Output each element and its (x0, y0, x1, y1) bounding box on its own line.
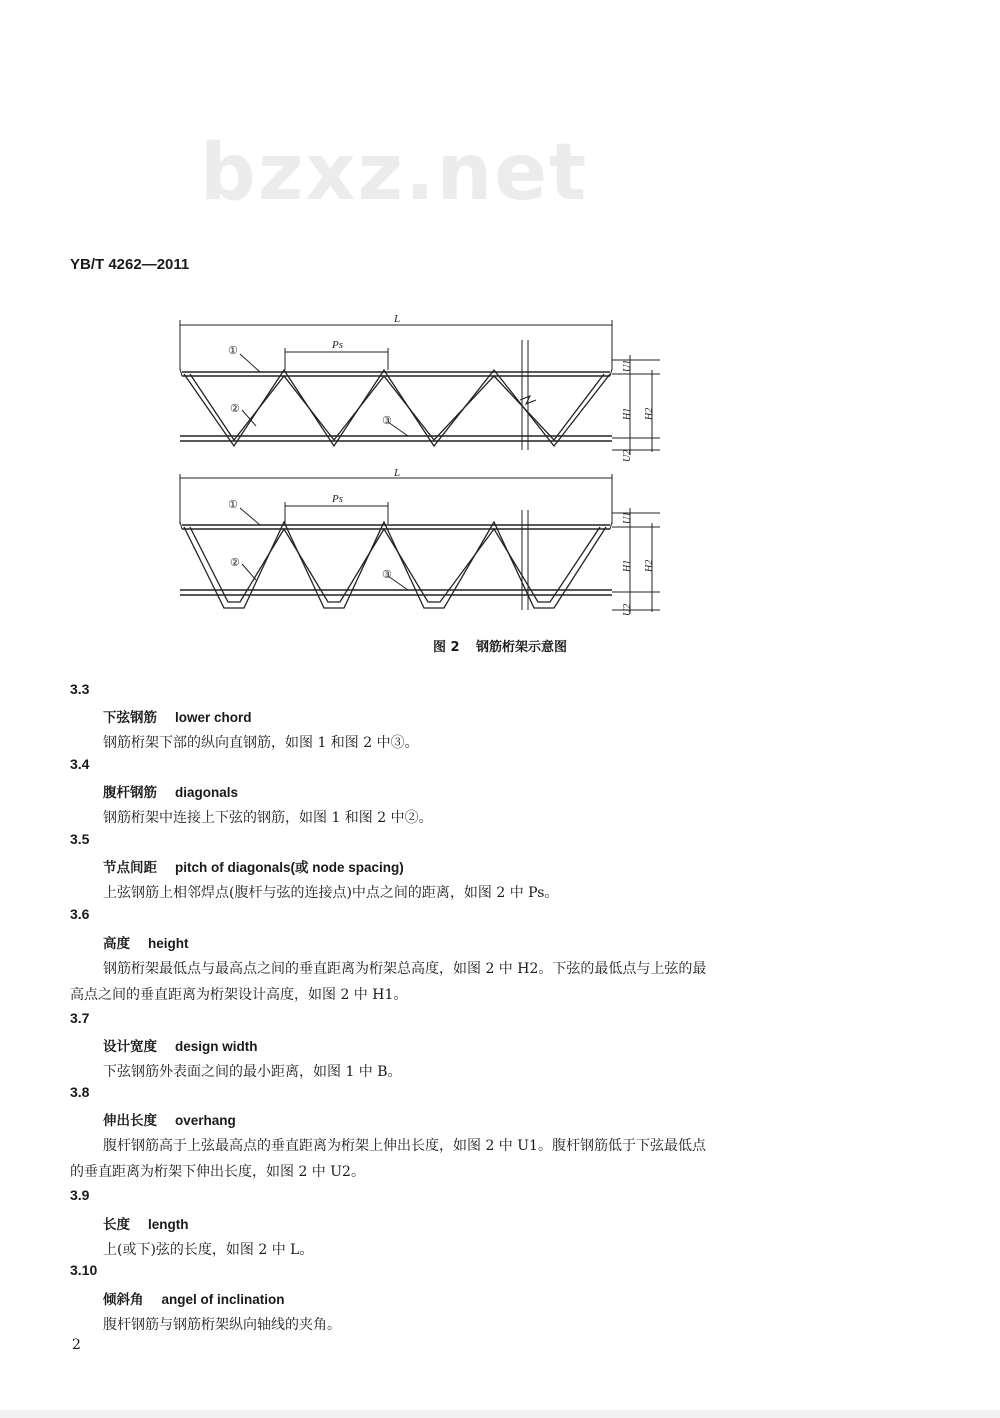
figure-number: 图 2 (432, 640, 460, 655)
dim-L-bottom: L (394, 467, 401, 479)
dim-U1-top: U1 (622, 359, 633, 372)
dim-U2-top: U2 (622, 449, 633, 462)
section-term: 伸出长度 overhang (103, 1113, 236, 1129)
section-definition: 下弦钢筋外表面之间的最小距离，如图 1 中 B。 (103, 1064, 402, 1080)
section-number: 3.10 (70, 1262, 98, 1278)
page-number: 2 (72, 1337, 81, 1353)
marker-3-top: ③ (382, 415, 392, 427)
section-definition: 上弦钢筋上相邻焊点(腹杆与弦的连接点)中点之间的距离，如图 2 中 Ps。 (103, 885, 559, 901)
section-number: 3.4 (70, 756, 90, 772)
marker-2-bottom: ② (230, 557, 240, 569)
section-number: 3.8 (70, 1084, 90, 1100)
section-term: 节点间距 pitch of diagonals(或 node spacing) (103, 860, 404, 876)
section-term: 倾斜角 angel of inclination (103, 1292, 285, 1308)
section-number: 3.9 (70, 1187, 90, 1203)
dim-Ps-bottom: Ps (332, 493, 343, 505)
section-definition-continued: 的垂直距离为桁架下伸出长度，如图 2 中 U2。 (70, 1164, 365, 1180)
section-definition: 钢筋桁架中连接上下弦的钢筋，如图 1 和图 2 中②。 (103, 810, 433, 826)
marker-3-bottom: ③ (382, 569, 392, 581)
figure-title: 钢筋桁架示意图 (476, 640, 568, 655)
page-bottom-edge (0, 1410, 1000, 1418)
marker-2-top: ② (230, 403, 240, 415)
dim-U2-bottom: U2 (622, 603, 633, 616)
marker-1-bottom: ① (228, 499, 238, 511)
truss-figure (160, 310, 680, 620)
section-definition: 钢筋桁架最低点与最高点之间的垂直距离为桁架总高度，如图 2 中 H2。下弦的最低点与上弦的最 (103, 961, 707, 977)
section-term: 下弦钢筋 lower chord (103, 710, 252, 726)
dim-H2-top: H2 (644, 407, 655, 420)
section-term: 腹杆钢筋 diagonals (103, 785, 239, 801)
section-term: 长度 length (103, 1217, 189, 1233)
dim-H2-bottom: H2 (644, 559, 655, 572)
section-number: 3.5 (70, 831, 90, 847)
dim-H1-top: H1 (622, 407, 633, 420)
dim-H1-bottom: H1 (622, 559, 633, 572)
marker-1-top: ① (228, 345, 238, 357)
section-definition-continued: 高点之间的垂直距离为桁架设计高度，如图 2 中 H1。 (70, 987, 408, 1003)
section-definition: 腹杆钢筋高于上弦最高点的垂直距离为桁架上伸出长度，如图 2 中 U1。腹杆钢筋低于下弦最低点 (103, 1138, 706, 1154)
section-number: 3.3 (70, 681, 90, 697)
dim-L-top: L (394, 313, 401, 325)
document-code: YB/T 4262—2011 (70, 256, 190, 273)
section-definition: 上(或下)弦的长度，如图 2 中 L。 (103, 1242, 314, 1258)
section-term: 设计宽度 design width (103, 1039, 258, 1055)
figure-caption (0, 636, 1000, 655)
section-term: 高度 height (103, 936, 189, 952)
watermark: bzxz.net (200, 128, 589, 218)
section-number: 3.6 (70, 906, 90, 922)
dim-Ps-top: Ps (332, 339, 343, 351)
section-definition: 腹杆钢筋与钢筋桁架纵向轴线的夹角。 (103, 1317, 341, 1333)
section-definition: 钢筋桁架下部的纵向直钢筋，如图 1 和图 2 中③。 (103, 735, 419, 751)
section-number: 3.7 (70, 1010, 90, 1026)
dim-U1-bottom: U1 (622, 511, 633, 524)
